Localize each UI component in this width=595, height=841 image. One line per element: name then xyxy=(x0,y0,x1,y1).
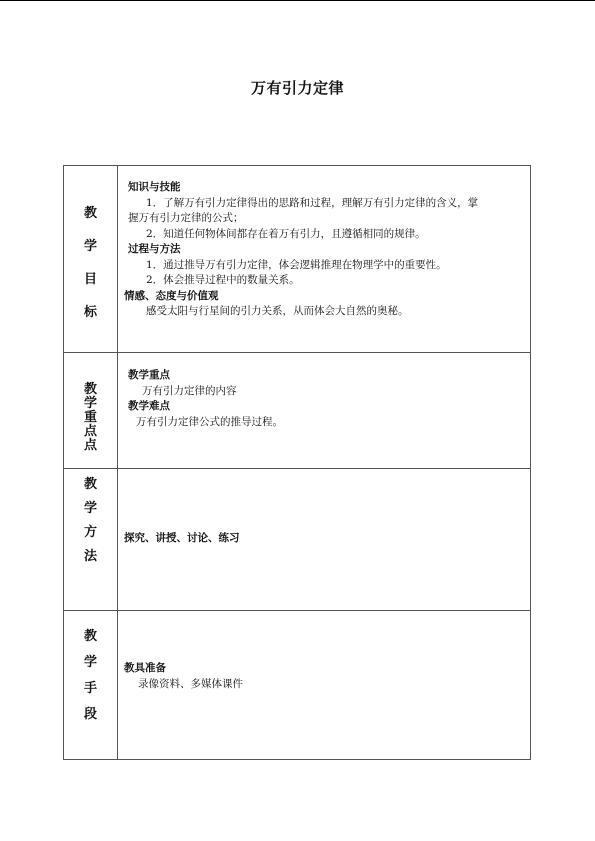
objectives-header-char: 标 xyxy=(83,305,97,320)
teaching-focus-heading: 教学重点 xyxy=(128,369,170,381)
key-points-header-char: 点 xyxy=(83,424,97,439)
objective-line: 2．体会推导过程中的数量关系。 xyxy=(146,274,300,286)
teaching-difficulty-text: 万有引力定律公式的推导过程。 xyxy=(136,415,283,428)
teaching-focus-text: 万有引力定律的内容 xyxy=(142,384,237,397)
objectives-header-char: 学 xyxy=(83,239,97,254)
attitude-values-heading: 情感、态度与价值观 xyxy=(124,289,219,302)
key-points-content xyxy=(118,353,531,469)
methods-content xyxy=(118,469,531,611)
document-title: 万有引力定律 xyxy=(250,79,344,97)
objective-line: 2．知道任何物体间都存在着万有引力，且遵循相同的规律。 xyxy=(146,227,426,240)
objectives-content xyxy=(118,166,531,353)
methods-header-char: 方 xyxy=(83,525,97,540)
objectives-row xyxy=(64,166,531,353)
top-border-rule xyxy=(0,0,595,1)
objective-line: 1．通过推导万有引力定律，体会逻辑推理在物理学中的重要性。 xyxy=(146,258,447,271)
methods-header-char: 教 xyxy=(83,477,97,492)
knowledge-skills-heading: 知识与技能 xyxy=(128,181,181,193)
key-points-header-char: 重 xyxy=(83,410,97,425)
key-points-header-char: 学 xyxy=(83,396,97,411)
process-methods-heading: 过程与方法 xyxy=(128,243,181,255)
means-header xyxy=(64,611,118,760)
lesson-plan-table xyxy=(63,165,531,760)
objectives-header-char: 教 xyxy=(83,206,97,221)
means-header-char: 学 xyxy=(83,655,97,670)
teaching-difficulty-heading: 教学难点 xyxy=(128,400,170,412)
means-header-char: 手 xyxy=(83,681,97,696)
means-header-char: 段 xyxy=(83,707,97,722)
methods-header xyxy=(64,469,118,611)
key-points-header-char: 点 xyxy=(83,438,97,453)
teaching-aids-heading: 教具准备 xyxy=(124,662,166,674)
means-header-char: 教 xyxy=(83,629,97,644)
objectives-header xyxy=(64,166,118,353)
objective-line: 1．了解万有引力定律得出的思路和过程，理解万有引力定律的含义，掌 xyxy=(146,196,479,209)
key-points-row xyxy=(64,353,531,469)
key-points-header-char: 教 xyxy=(83,382,97,397)
means-row xyxy=(64,611,531,760)
teaching-aids-text: 录像资料、多媒体课件 xyxy=(138,677,243,690)
means-content xyxy=(118,611,531,760)
methods-row xyxy=(64,469,531,611)
methods-header-char: 法 xyxy=(83,549,97,564)
methods-header-char: 学 xyxy=(83,501,97,516)
key-points-header xyxy=(64,353,118,469)
objective-line: 握万有引力定律的公式； xyxy=(128,212,244,224)
objectives-header-char: 目 xyxy=(83,272,97,287)
methods-text: 探究、讲授、讨论、练习 xyxy=(124,531,240,544)
objective-line: 感受太阳与行星间的引力关系，从而体会大自然的奥秘。 xyxy=(146,305,409,317)
